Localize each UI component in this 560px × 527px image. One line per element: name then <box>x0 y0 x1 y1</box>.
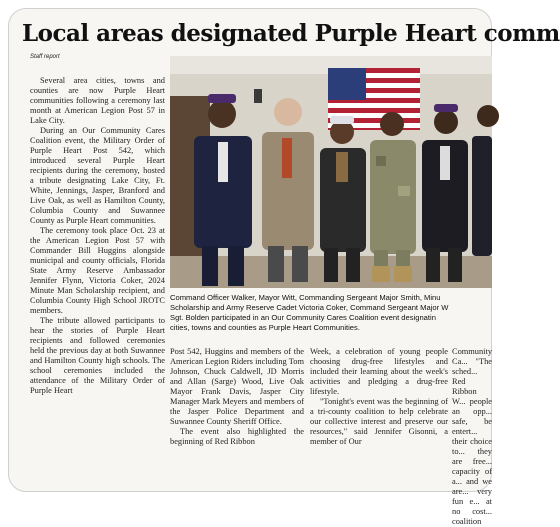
photo-illustration <box>170 56 492 288</box>
paragraph: "Tonight's event was the beginning of a tri-county coalition to help celebrate our collective interest and preserve our resources," said Jennifer Gisonni, a member of Our <box>310 397 448 446</box>
caption-line: Scholarship and Army Reserve Cadet Victoria Coker, Command Sergeant Major W <box>170 303 449 312</box>
article-column-3 <box>310 347 448 487</box>
article-column-1 <box>30 76 165 486</box>
article-column-4 <box>452 347 493 526</box>
paragraph: During an Our Community Cares Coalition event, the Military Order of Purple Heart Post 542, which introduced several Purple Heart recipients during the ceremony, hosted a tribute designating Lake City, Ft. White, Jennings, Jasper, Branford and Live Oak, as well as Hamilton County, Columbia County and Suwannee County as Purple Heart communities. <box>30 126 165 225</box>
paragraph: Post 542, Huggins and members of the American Legion Riders including Tom Johnson, Chuck Caldwell, JD Morris and Allan (Sarge) Wood, Live Oak Mayor Frank Davis, Jasper City Manager Mark Meyers and members of the Jasper Police Department and Suwannee County Sheriff Office. <box>170 347 304 426</box>
paragraph: Several area cities, towns and counties are now Purple Heart communities following a ceremony last month at American Legion Post 57 in Lake City. <box>30 76 165 125</box>
caption-line: Command Officer Walker, Mayor Witt, Commanding Sergeant Major Smith, Minu <box>170 293 441 302</box>
article-column-2 <box>170 347 304 487</box>
paragraph: The tribute allowed participants to hear the stories of Purple Heart recipients and followed ceremonies held the previous day at both Suwannee and Hamilton County high schools. The school ceremonies included the attendance of the Military Order of Purple Heart <box>30 316 165 395</box>
caption-line: cities, towns and counties as Purple Heart Communities. <box>170 323 360 332</box>
caption-line: Sgt. Bolden participated in an Our Community Cares Coalition event designatin <box>170 313 436 322</box>
article-headline: Local areas designated Purple Heart comm <box>22 20 560 47</box>
paragraph: Week, a celebration of young people choosing drug-free lifestyles and included their learning about the week's activities and pledging a drug-free lifestyle. <box>310 347 448 396</box>
paragraph: The ceremony took place Oct. 23 at the American Legion Post 57 with Commander Bill Huggins alongside municipal and county officials, Florida State Army Reserve Ambassador Jennifer Flynn, Victoria Coker, 2024 Minute Man Scholarship recipient, and Columbia County High School JROTC members. <box>30 226 165 315</box>
article-byline: Staff report <box>30 54 60 60</box>
photo-caption <box>170 293 492 337</box>
paragraph: The event also highlighted the beginning of Red Ribbon <box>170 427 304 446</box>
article-photo <box>170 56 492 288</box>
paragraph: Community Ca... "The sched... Red Ribbon W... people an opp... safe, be entert... their choice to... they are free... capacity of a... and we are... very fun e... at no cost... coalition <box>452 347 493 526</box>
